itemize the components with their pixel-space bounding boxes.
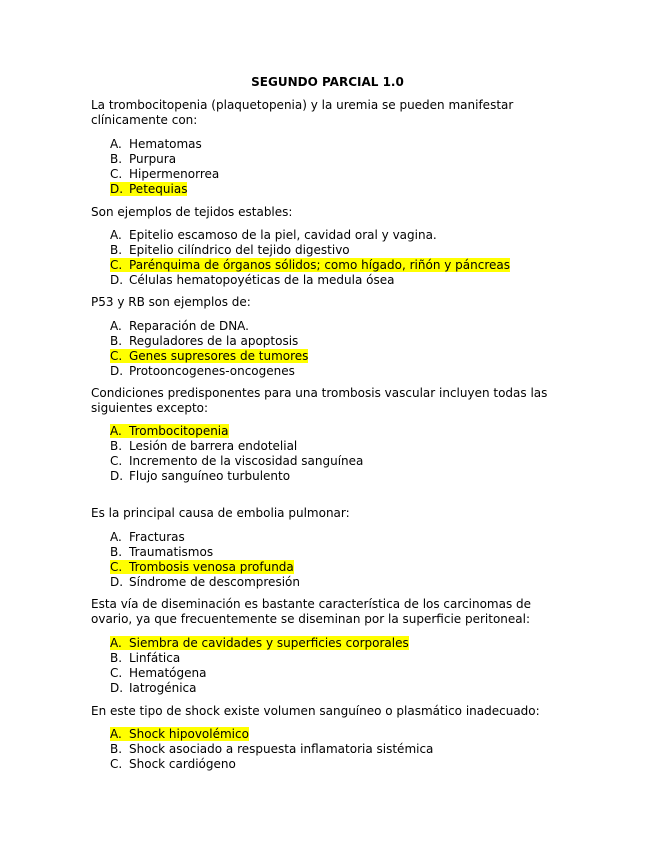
option-letter: B. xyxy=(110,152,123,166)
answer-option xyxy=(110,349,308,364)
option-letter: B. xyxy=(110,651,123,665)
option-text: Genes supresores de tumores xyxy=(129,349,309,363)
highlighted-correct-answer xyxy=(110,560,294,574)
option-text: Epitelio cilíndrico del tejido digestivo xyxy=(129,243,350,257)
option-letter: A. xyxy=(110,137,122,151)
answer-text-wrap xyxy=(110,273,394,287)
option-text: Iatrogénica xyxy=(129,681,197,695)
option-letter: C. xyxy=(110,167,123,181)
answer-text-wrap xyxy=(110,681,197,695)
option-text: Shock asociado a respuesta inflamatoria sistémica xyxy=(129,742,434,756)
option-text: Protooncogenes-oncogenes xyxy=(129,364,295,378)
answer-option xyxy=(110,530,300,545)
option-text: Trombosis venosa profunda xyxy=(129,560,294,574)
option-text: Petequias xyxy=(129,182,188,196)
option-text: Shock cardiógeno xyxy=(129,757,236,771)
option-text: Siembra de cavidades y superficies corporales xyxy=(129,636,409,650)
option-list xyxy=(110,424,363,484)
option-letter: B. xyxy=(110,334,123,348)
option-text: Hipermenorrea xyxy=(129,167,220,181)
answer-option xyxy=(110,319,308,334)
option-letter: C. xyxy=(110,560,123,574)
answer-option xyxy=(110,469,363,484)
option-letter: C. xyxy=(110,666,123,680)
answer-text-wrap xyxy=(110,651,180,665)
option-list xyxy=(110,530,300,590)
option-text: Incremento de la viscosidad sanguínea xyxy=(129,454,364,468)
answer-option xyxy=(110,742,433,757)
highlighted-correct-answer xyxy=(110,258,510,272)
option-letter: A. xyxy=(110,424,122,438)
option-letter: A. xyxy=(110,636,122,650)
option-list xyxy=(110,319,308,379)
answer-text-wrap xyxy=(110,167,219,181)
highlighted-correct-answer xyxy=(110,424,229,438)
answer-text-wrap xyxy=(110,757,236,771)
option-letter: B. xyxy=(110,439,123,453)
option-list xyxy=(110,636,409,696)
answer-option xyxy=(110,636,409,651)
answer-text-wrap xyxy=(110,469,290,483)
answer-option xyxy=(110,137,219,152)
answer-text-wrap xyxy=(110,439,297,453)
option-text: Traumatismos xyxy=(129,545,214,559)
answer-text-wrap xyxy=(110,545,213,559)
answer-text-wrap xyxy=(110,666,206,680)
option-text: Epitelio escamoso de la piel, cavidad oral y vagina. xyxy=(129,228,437,242)
option-list xyxy=(110,228,510,288)
answer-option xyxy=(110,666,409,681)
option-letter: C. xyxy=(110,349,123,363)
answer-option xyxy=(110,228,510,243)
answer-text-wrap xyxy=(110,530,185,544)
answer-option xyxy=(110,681,409,696)
answer-text-wrap xyxy=(110,454,363,468)
option-text: Parénquima de órganos sólidos; como hígado, riñón y páncreas xyxy=(129,258,510,272)
answer-option xyxy=(110,334,308,349)
option-letter: D. xyxy=(110,273,124,287)
answer-option xyxy=(110,182,219,197)
answer-option xyxy=(110,454,363,469)
option-letter: A. xyxy=(110,727,122,741)
answer-option xyxy=(110,545,300,560)
answer-text-wrap xyxy=(110,334,298,348)
answer-option xyxy=(110,575,300,590)
option-letter: A. xyxy=(110,319,122,333)
question-text: La trombocitopenia (plaquetopenia) y la uremia se pueden manifestar clínicamente con: xyxy=(91,98,514,127)
answer-option xyxy=(110,439,363,454)
option-text: Trombocitopenia xyxy=(129,424,229,438)
option-letter: B. xyxy=(110,742,123,756)
answer-option xyxy=(110,152,219,167)
question-text: Condiciones predisponentes para una trombosis vascular incluyen todas las siguientes excepto: xyxy=(91,386,548,415)
option-text: Lesión de barrera endotelial xyxy=(129,439,298,453)
answer-option xyxy=(110,560,300,575)
option-letter: A. xyxy=(110,228,122,242)
option-list xyxy=(110,727,433,772)
option-list xyxy=(110,137,219,197)
answer-option xyxy=(110,727,433,742)
highlighted-correct-answer xyxy=(110,727,249,741)
answer-option xyxy=(110,757,433,772)
option-text: Síndrome de descompresión xyxy=(129,575,300,589)
answer-text-wrap xyxy=(110,575,300,589)
highlighted-correct-answer xyxy=(110,636,409,650)
answer-text-wrap xyxy=(110,152,176,166)
option-letter: D. xyxy=(110,681,124,695)
option-text: Fracturas xyxy=(129,530,185,544)
option-letter: B. xyxy=(110,545,123,559)
option-letter: D. xyxy=(110,575,124,589)
answer-option xyxy=(110,364,308,379)
question-text: En este tipo de shock existe volumen sanguíneo o plasmático inadecuado: xyxy=(91,704,540,718)
question-text: P53 y RB son ejemplos de: xyxy=(91,295,251,309)
option-letter: C. xyxy=(110,757,123,771)
option-text: Reparación de DNA. xyxy=(129,319,249,333)
option-text: Purpura xyxy=(129,152,177,166)
answer-option xyxy=(110,273,510,288)
option-letter: C. xyxy=(110,258,123,272)
answer-option xyxy=(110,651,409,666)
option-letter: D. xyxy=(110,469,124,483)
question-text: Esta vía de diseminación es bastante característica de los carcinomas de ovario, ya que frecuentemente se diseminan por la superficie peritoneal: xyxy=(91,597,532,626)
answer-option xyxy=(110,424,363,439)
question-text: Es la principal causa de embolia pulmonar: xyxy=(91,506,350,520)
option-text: Linfática xyxy=(129,651,181,665)
option-letter: B. xyxy=(110,243,123,257)
highlighted-correct-answer xyxy=(110,182,187,196)
answer-text-wrap xyxy=(110,742,433,756)
option-letter: D. xyxy=(110,182,124,196)
option-letter: D. xyxy=(110,364,124,378)
option-text: Reguladores de la apoptosis xyxy=(129,334,299,348)
option-text: Células hematopoyéticas de la medula ósea xyxy=(129,273,395,287)
highlighted-correct-answer xyxy=(110,349,308,363)
answer-option xyxy=(110,243,510,258)
question-text: Son ejemplos de tejidos estables: xyxy=(91,205,293,219)
answer-text-wrap xyxy=(110,319,249,333)
option-text: Shock hipovolémico xyxy=(129,727,249,741)
option-text: Flujo sanguíneo turbulento xyxy=(129,469,291,483)
answer-text-wrap xyxy=(110,243,350,257)
answer-option xyxy=(110,258,510,273)
option-text: Hematógena xyxy=(129,666,207,680)
answer-option xyxy=(110,167,219,182)
option-letter: A. xyxy=(110,530,122,544)
document-title: SEGUNDO PARCIAL 1.0 xyxy=(251,75,404,89)
option-letter: C. xyxy=(110,454,123,468)
answer-text-wrap xyxy=(110,137,202,151)
answer-text-wrap xyxy=(110,364,295,378)
option-text: Hematomas xyxy=(129,137,202,151)
answer-text-wrap xyxy=(110,228,437,242)
